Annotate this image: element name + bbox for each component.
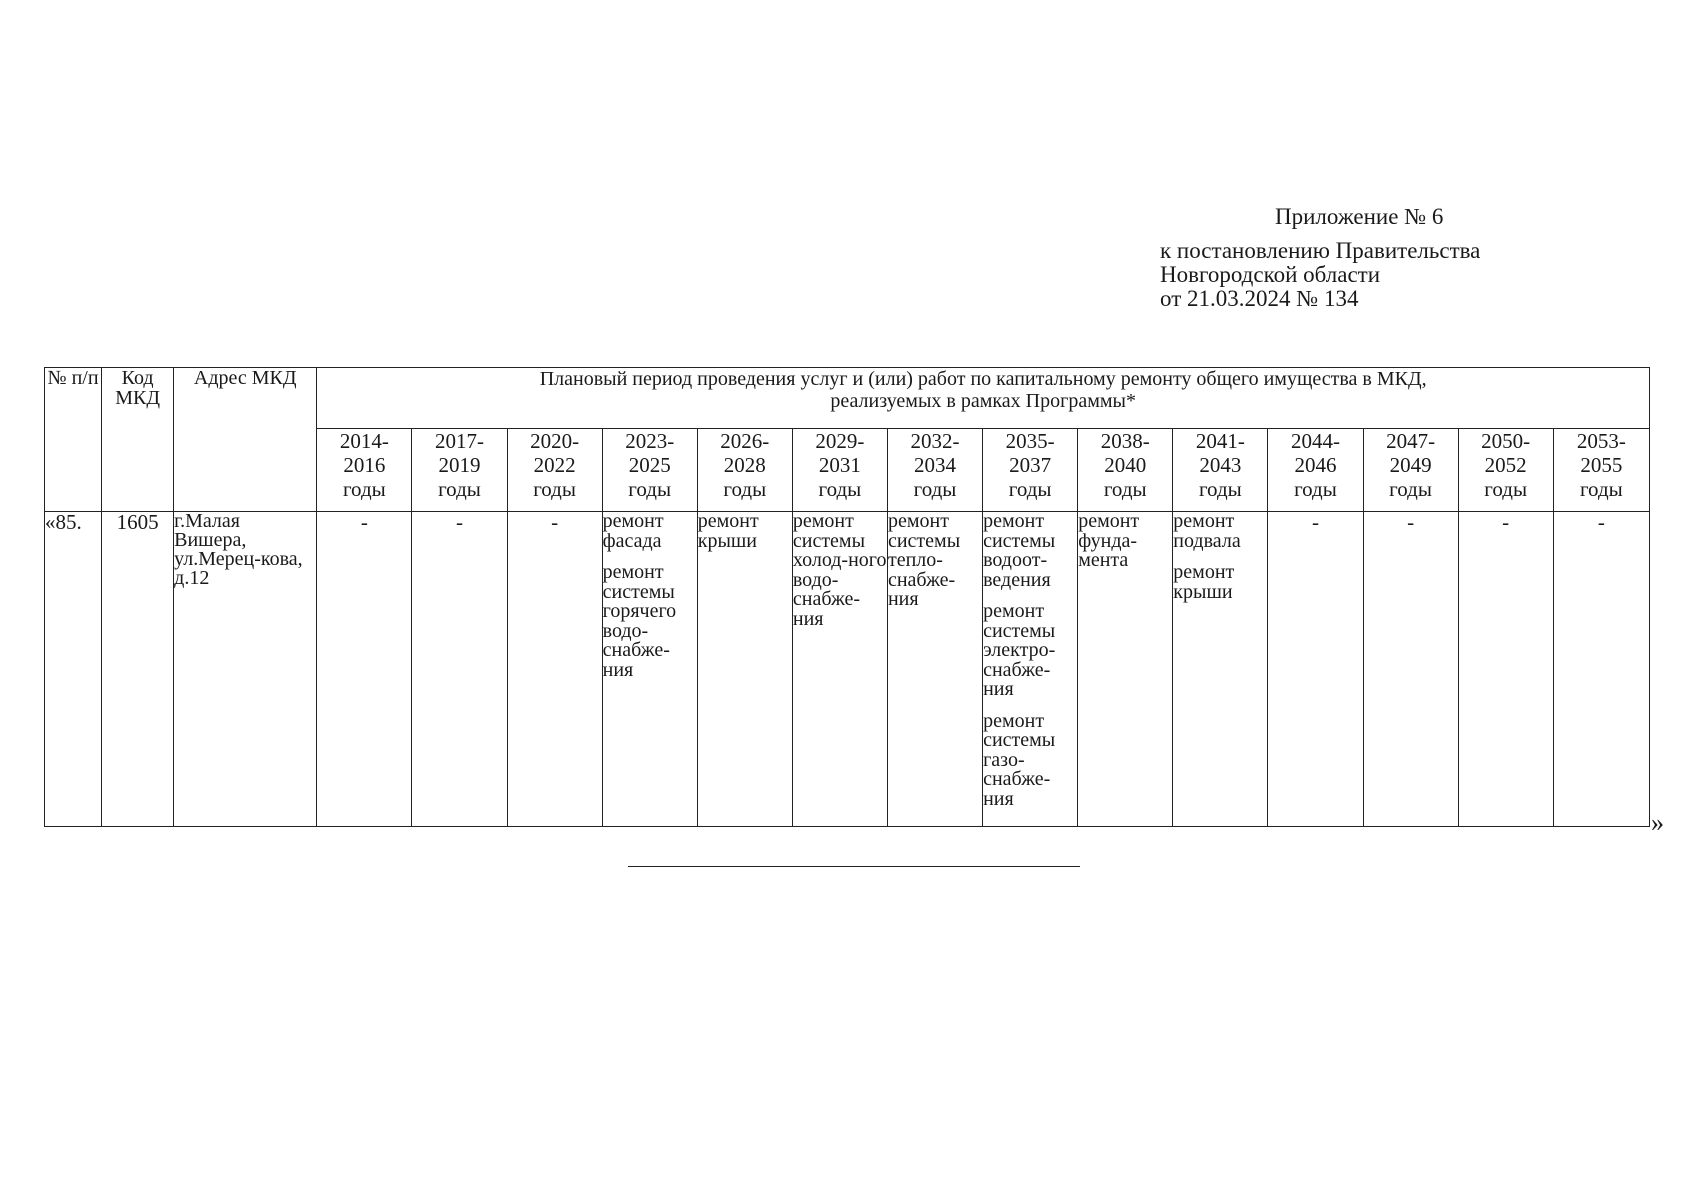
work-item: ремонт подвала xyxy=(1173,510,1241,552)
work-item: ремонт системы горячего водо-снабже-ния xyxy=(602,561,677,681)
year-header-part: 2046 xyxy=(1294,453,1337,477)
work-item: ремонт системы газо-снабже-ния xyxy=(983,709,1056,810)
header-code: Код МКД xyxy=(102,368,174,512)
year-header-part: 2055 xyxy=(1580,453,1623,477)
year-header-part: 2050- xyxy=(1481,429,1531,453)
period-cell-works xyxy=(983,512,1078,827)
year-header-part: 2041- xyxy=(1195,429,1245,453)
period-cell-empty: - xyxy=(507,512,602,827)
year-header-part: годы xyxy=(818,477,862,501)
year-header-cell xyxy=(697,429,792,512)
year-header-part: 2047- xyxy=(1386,429,1436,453)
year-header-part: 2032- xyxy=(910,429,960,453)
work-item: ремонт системы холод-ного водо-снабже-ния xyxy=(792,510,887,630)
year-header-part: 2029- xyxy=(815,429,865,453)
annex-line-2: Новгородской области xyxy=(1160,262,1381,287)
capital-repair-table xyxy=(44,367,1650,827)
period-cell-works xyxy=(1078,512,1173,827)
year-header-part: годы xyxy=(1198,477,1242,501)
period-cell-empty: - xyxy=(1553,512,1649,827)
year-header-part: 2043 xyxy=(1199,453,1242,477)
period-cell-works xyxy=(602,512,697,827)
year-header-part: 2031 xyxy=(818,453,861,477)
year-header-part: 2022 xyxy=(533,453,576,477)
year-header-cell xyxy=(887,429,982,512)
work-item: ремонт системы тепло-снабже-ния xyxy=(887,510,961,610)
year-header-part: 2020- xyxy=(530,429,580,453)
year-header-part: годы xyxy=(1103,477,1147,501)
year-header-part: 2037 xyxy=(1009,453,1052,477)
year-header-part: 2034 xyxy=(914,453,957,477)
period-cell-works xyxy=(1173,512,1268,827)
period-cell-empty: - xyxy=(1268,512,1363,827)
year-header-cell xyxy=(983,429,1078,512)
year-header-part: годы xyxy=(438,477,481,501)
period-cell-empty: - xyxy=(317,512,412,827)
period-cell-empty: - xyxy=(1458,512,1553,827)
year-header-part: 2035- xyxy=(1005,429,1055,453)
header-planned-period xyxy=(317,368,1650,429)
year-header-part: 2016 xyxy=(343,453,386,477)
table-row xyxy=(45,512,1650,827)
year-header-part: 2019 xyxy=(438,453,481,477)
year-header-part: 2017- xyxy=(434,429,484,453)
period-cell-empty: - xyxy=(412,512,507,827)
header-period-line-1: Плановый период проведения услуг и (или) работ по капитальному ремонту общего имущества в МКД, xyxy=(539,368,1427,390)
row-address: г.Малая Вишера, ул.Мерец-кова, д.12 xyxy=(174,512,317,827)
year-header-part: 2028 xyxy=(723,453,766,477)
year-header-part: 2023- xyxy=(625,429,675,453)
period-cell-works xyxy=(887,512,982,827)
work-item: ремонт крыши xyxy=(697,510,759,552)
header-number: № п/п xyxy=(45,368,102,512)
year-header-cell xyxy=(602,429,697,512)
work-item: ремонт фунда-мента xyxy=(1078,510,1140,571)
year-header-part: годы xyxy=(1579,477,1623,501)
year-header-part: годы xyxy=(1008,477,1052,501)
year-header-part: 2052 xyxy=(1484,453,1527,477)
year-header-part: годы xyxy=(628,477,672,501)
year-header-part: годы xyxy=(533,477,576,501)
year-header-part: годы xyxy=(913,477,957,501)
annex-title: Приложение № 6 xyxy=(1275,204,1444,229)
work-item: ремонт системы водоот-ведения xyxy=(983,510,1056,591)
year-header-cell xyxy=(1268,429,1363,512)
year-header-cell xyxy=(507,429,602,512)
year-header-part: 2053- xyxy=(1576,429,1626,453)
year-header-cell xyxy=(1363,429,1458,512)
year-header-part: 2025 xyxy=(628,453,671,477)
year-header-part: годы xyxy=(723,477,767,501)
period-cell-works xyxy=(697,512,792,827)
header-address: Адрес МКД xyxy=(174,368,317,512)
work-item: ремонт системы электро-снабже-ния xyxy=(983,600,1056,700)
year-header-part: годы xyxy=(342,477,386,501)
year-header-cell xyxy=(1458,429,1553,512)
year-header-cell xyxy=(317,429,412,512)
year-header-part: годы xyxy=(1294,477,1337,501)
year-header-part: 2026- xyxy=(720,429,770,453)
year-header-part: 2014- xyxy=(339,429,389,453)
period-cell-empty: - xyxy=(1363,512,1458,827)
year-header-part: 2044- xyxy=(1290,429,1340,453)
year-header-cell xyxy=(1173,429,1268,512)
header-period-line-2: реализуемых в рамках Программы* xyxy=(830,390,1136,412)
row-number: «85. xyxy=(45,512,102,827)
period-cell-works xyxy=(792,512,887,827)
year-header-part: годы xyxy=(1389,477,1432,501)
row-code: 1605 xyxy=(102,512,174,827)
year-header-part: 2040 xyxy=(1104,453,1147,477)
year-header-part: 2038- xyxy=(1100,429,1150,453)
year-header-part: 2049 xyxy=(1389,453,1432,477)
annex-line-3: от 21.03.2024 № 134 xyxy=(1160,286,1359,311)
year-header-cell xyxy=(1553,429,1649,512)
work-item: ремонт фасада xyxy=(602,510,664,552)
annex-line-1: к постановлению Правительства xyxy=(1160,238,1481,263)
year-header-part: годы xyxy=(1484,477,1528,501)
year-header-cell xyxy=(792,429,887,512)
work-item: ремонт крыши xyxy=(1173,561,1235,603)
footer-separator-line xyxy=(628,866,1080,867)
year-header-cell xyxy=(412,429,507,512)
annex-block xyxy=(1160,205,1600,311)
year-header-cell xyxy=(1078,429,1173,512)
closing-quote: » xyxy=(1651,808,1664,837)
